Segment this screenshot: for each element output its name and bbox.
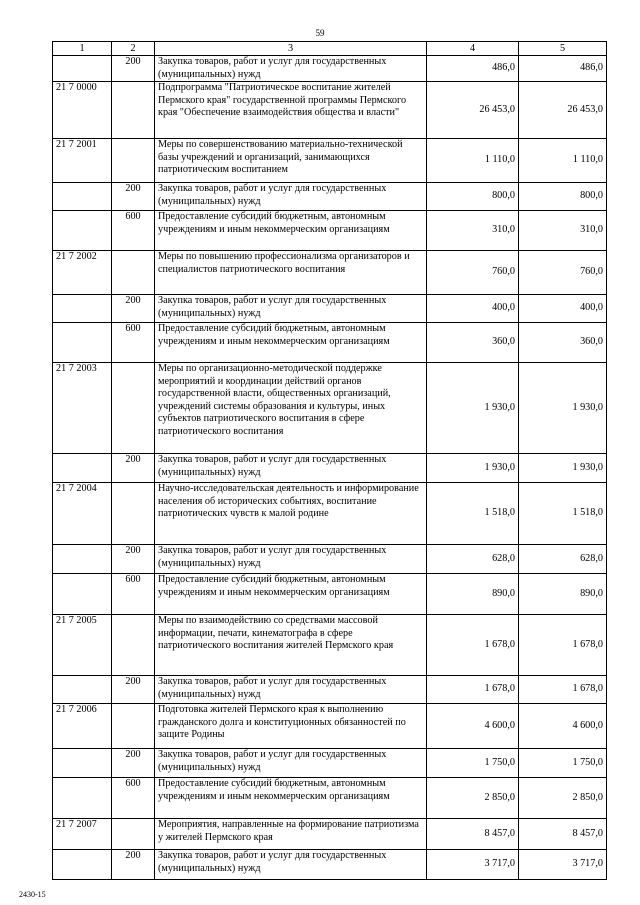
row-value-col5: 1 518,0 xyxy=(519,483,607,545)
table-row xyxy=(53,82,607,139)
row-expense-type xyxy=(112,819,155,850)
row-expense-type: 200 xyxy=(112,454,155,483)
row-name: Закупка товаров, работ и услуг для государственных (муниципальных) нужд xyxy=(155,454,427,483)
row-code: 21 7 2005 xyxy=(53,615,112,676)
row-value-col4: 760,0 xyxy=(427,251,519,295)
row-expense-type: 200 xyxy=(112,183,155,211)
page-number: 59 xyxy=(315,28,325,38)
row-name: Меры по организационно-методической поддержке мероприятий и координации действий органов государственной власти, общественных организаций, учреждений системы образования и культуры, иных субъектов патриотического воспитания в сфере патриотического воспитания xyxy=(155,363,427,454)
row-expense-type xyxy=(112,139,155,183)
row-value-col5: 2 850,0 xyxy=(519,778,607,819)
table-row xyxy=(53,545,607,574)
row-expense-type: 200 xyxy=(112,850,155,880)
row-name: Предоставление субсидий бюджетным, автономным учреждениям и иным некоммерческим организациям xyxy=(155,211,427,251)
row-code xyxy=(53,778,112,819)
row-value-col5: 1 930,0 xyxy=(519,363,607,454)
row-name: Подпрограмма "Патриотическое воспитание жителей Пермского края" государственной программы Пермского края "Обеспечение взаимодействия общества и власти" xyxy=(155,82,427,139)
row-code: 21 7 2003 xyxy=(53,363,112,454)
row-value-col5: 1 678,0 xyxy=(519,615,607,676)
row-expense-type: 200 xyxy=(112,545,155,574)
row-expense-type: 600 xyxy=(112,778,155,819)
row-code xyxy=(53,56,112,82)
table-row xyxy=(53,56,607,82)
row-expense-type: 600 xyxy=(112,574,155,615)
row-expense-type: 200 xyxy=(112,295,155,323)
row-value-col5: 800,0 xyxy=(519,183,607,211)
column-header: 2 xyxy=(112,42,155,56)
row-value-col5: 360,0 xyxy=(519,323,607,363)
row-code xyxy=(53,850,112,880)
row-value-col4: 1 110,0 xyxy=(427,139,519,183)
row-code: 21 7 0000 xyxy=(53,82,112,139)
row-name: Мероприятия, направленные на формирование патриотизма у жителей Пермского края xyxy=(155,819,427,850)
row-name: Предоставление субсидий бюджетным, автономным учреждениям и иным некоммерческим организациям xyxy=(155,323,427,363)
row-value-col4: 2 850,0 xyxy=(427,778,519,819)
row-value-col5: 628,0 xyxy=(519,545,607,574)
row-value-col4: 1 518,0 xyxy=(427,483,519,545)
row-expense-type: 200 xyxy=(112,676,155,704)
row-value-col4: 1 930,0 xyxy=(427,363,519,454)
row-value-col4: 1 930,0 xyxy=(427,454,519,483)
row-name: Закупка товаров, работ и услуг для государственных (муниципальных) нужд xyxy=(155,749,427,778)
row-name: Научно-исследовательская деятельность и информирование населения об исторических событиях, воспитание патриотических чувств к малой родине xyxy=(155,483,427,545)
column-header: 4 xyxy=(427,42,519,56)
row-value-col4: 360,0 xyxy=(427,323,519,363)
row-code xyxy=(53,295,112,323)
row-expense-type xyxy=(112,615,155,676)
row-name: Меры по повышению профессионализма организаторов и специалистов патриотического воспитания xyxy=(155,251,427,295)
row-expense-type xyxy=(112,251,155,295)
row-expense-type: 600 xyxy=(112,211,155,251)
row-value-col5: 1 110,0 xyxy=(519,139,607,183)
table-row xyxy=(53,251,607,295)
row-name: Меры по совершенствованию материально-технической базы учреждений и организаций, занимающихся патриотическим воспитанием xyxy=(155,139,427,183)
row-name: Закупка товаров, работ и услуг для государственных (муниципальных) нужд xyxy=(155,56,427,82)
column-header: 5 xyxy=(519,42,607,56)
row-value-col4: 1 678,0 xyxy=(427,676,519,704)
row-value-col4: 400,0 xyxy=(427,295,519,323)
row-code: 21 7 2004 xyxy=(53,483,112,545)
row-expense-type: 200 xyxy=(112,56,155,82)
table-row xyxy=(53,211,607,251)
row-code xyxy=(53,454,112,483)
row-value-col5: 26 453,0 xyxy=(519,82,607,139)
table-row xyxy=(53,454,607,483)
row-code xyxy=(53,323,112,363)
row-name: Предоставление субсидий бюджетным, автономным учреждениям и иным некоммерческим организациям xyxy=(155,574,427,615)
row-expense-type xyxy=(112,82,155,139)
table-row xyxy=(53,483,607,545)
document-code: 2430-15 xyxy=(19,890,46,899)
table-header-row xyxy=(53,42,607,56)
row-value-col4: 310,0 xyxy=(427,211,519,251)
row-code: 21 7 2001 xyxy=(53,139,112,183)
row-name: Меры по взаимодействию со средствами массовой информации, печати, кинематографа в сфере патриотического воспитания жителей Пермского края xyxy=(155,615,427,676)
row-value-col4: 890,0 xyxy=(427,574,519,615)
row-code xyxy=(53,545,112,574)
row-value-col5: 310,0 xyxy=(519,211,607,251)
row-code xyxy=(53,676,112,704)
table-row xyxy=(53,819,607,850)
table-row xyxy=(53,778,607,819)
row-value-col5: 890,0 xyxy=(519,574,607,615)
table-row xyxy=(53,183,607,211)
row-code xyxy=(53,211,112,251)
table-row xyxy=(53,676,607,704)
budget-table xyxy=(52,41,607,880)
row-value-col4: 1 750,0 xyxy=(427,749,519,778)
row-value-col5: 1 750,0 xyxy=(519,749,607,778)
row-expense-type xyxy=(112,483,155,545)
table-row xyxy=(53,704,607,749)
row-name: Закупка товаров, работ и услуг для государственных (муниципальных) нужд xyxy=(155,183,427,211)
row-value-col5: 4 600,0 xyxy=(519,704,607,749)
row-code xyxy=(53,183,112,211)
row-value-col4: 8 457,0 xyxy=(427,819,519,850)
row-value-col5: 1 930,0 xyxy=(519,454,607,483)
row-name: Закупка товаров, работ и услуг для государственных (муниципальных) нужд xyxy=(155,676,427,704)
row-value-col4: 3 717,0 xyxy=(427,850,519,880)
row-code: 21 7 2006 xyxy=(53,704,112,749)
row-value-col5: 8 457,0 xyxy=(519,819,607,850)
row-value-col5: 486,0 xyxy=(519,56,607,82)
table-row xyxy=(53,323,607,363)
column-header: 3 xyxy=(155,42,427,56)
row-value-col4: 4 600,0 xyxy=(427,704,519,749)
row-name: Предоставление субсидий бюджетным, автономным учреждениям и иным некоммерческим организациям xyxy=(155,778,427,819)
table-row xyxy=(53,295,607,323)
row-name: Закупка товаров, работ и услуг для государственных (муниципальных) нужд xyxy=(155,545,427,574)
table-row xyxy=(53,363,607,454)
row-expense-type: 200 xyxy=(112,749,155,778)
row-code xyxy=(53,574,112,615)
row-value-col4: 628,0 xyxy=(427,545,519,574)
row-value-col4: 26 453,0 xyxy=(427,82,519,139)
row-name: Закупка товаров, работ и услуг для государственных (муниципальных) нужд xyxy=(155,850,427,880)
row-value-col4: 1 678,0 xyxy=(427,615,519,676)
row-value-col5: 1 678,0 xyxy=(519,676,607,704)
table-row xyxy=(53,139,607,183)
row-expense-type xyxy=(112,704,155,749)
row-code xyxy=(53,749,112,778)
row-value-col4: 800,0 xyxy=(427,183,519,211)
row-name: Подготовка жителей Пермского края к выполнению гражданского долга и конституционных обязанностей по защите Родины xyxy=(155,704,427,749)
row-value-col5: 3 717,0 xyxy=(519,850,607,880)
row-name: Закупка товаров, работ и услуг для государственных (муниципальных) нужд xyxy=(155,295,427,323)
row-value-col4: 486,0 xyxy=(427,56,519,82)
row-code: 21 7 2002 xyxy=(53,251,112,295)
row-value-col5: 400,0 xyxy=(519,295,607,323)
row-expense-type: 600 xyxy=(112,323,155,363)
column-header: 1 xyxy=(53,42,112,56)
row-code: 21 7 2007 xyxy=(53,819,112,850)
row-expense-type xyxy=(112,363,155,454)
table-row xyxy=(53,850,607,880)
row-value-col5: 760,0 xyxy=(519,251,607,295)
table-row xyxy=(53,615,607,676)
table-row xyxy=(53,574,607,615)
table-row xyxy=(53,749,607,778)
